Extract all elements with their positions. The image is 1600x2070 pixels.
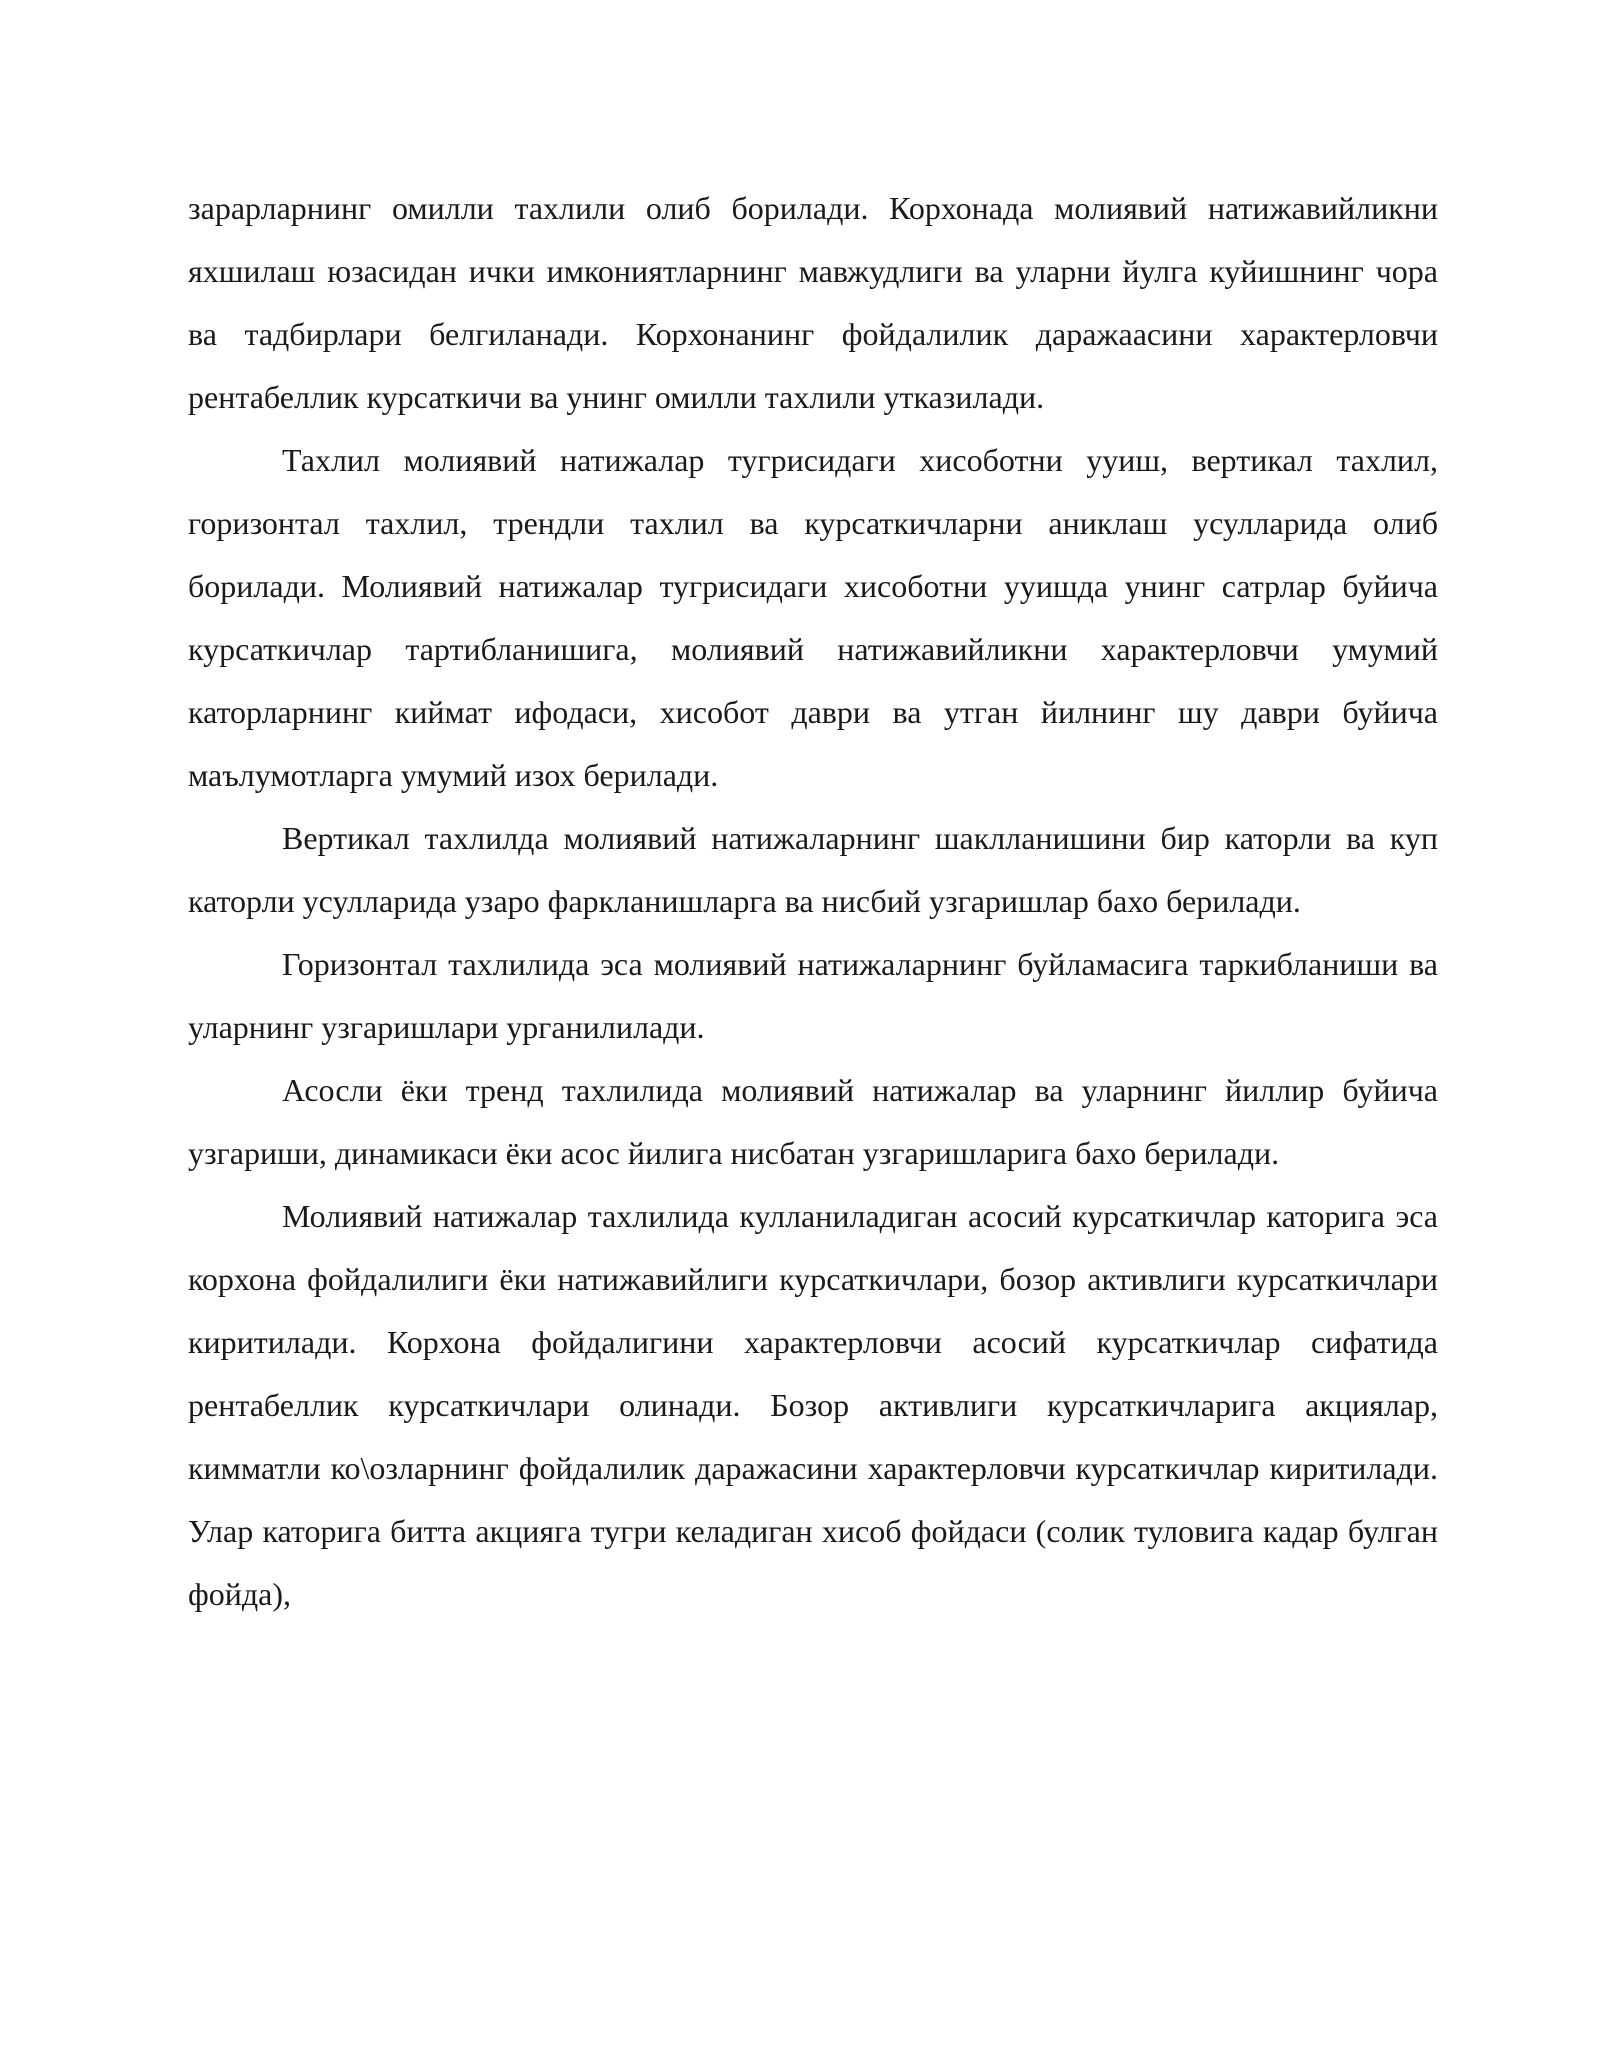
paragraph-horizontal-analysis: Горизонтал тахлилида эса молиявий натижаларнинг буйламасига таркибланиши ва уларнинг узгаришлари урганилилади. [188, 946, 1438, 1045]
paragraph-trend-analysis: Асосли ёки тренд тахлилида молиявий натижалар ва уларнинг йиллир буйича узгариши, динамикаси ёки асос йилига нисбатан узгаришларига бахо берилади. [188, 1072, 1438, 1171]
paragraph-vertical-analysis: Вертикал тахлилда молиявий натижаларнинг шаклланишини бир каторли ва куп каторли усулларида узаро фаркланишларга ва нисбий узгаришлар бахо берилади. [188, 820, 1438, 919]
document-page [188, 177, 1438, 1626]
paragraph-key-indicators: Молиявий натижалар тахлилида кулланиладиган асосий курсаткичлар каторига эса корхона фойдалилиги ёки натижавийлиги курсаткичлари, бозор активлиги курсаткичлари киритилади. Корхона фойдалигини характерловчи асосий курсаткичлар сифатида рентабеллик курсаткичлари олинади. Бозор активлиги курсаткичларига акциялар, кимматли ко\озларнинг фойдалилик даражасини характерловчи курсаткичлар киритилади. Улар каторига битта акцияга тугри келадиган хисоб фойдаси (солик туловига кадар булган фойда), [188, 1198, 1438, 1612]
paragraph-continuation: зарарларнинг омилли тахлили олиб борилади. Корхонада молиявий натижавийликни яхшилаш юзасидан ички имкониятларнинг мавжудлиги ва уларни йулга куйишнинг чора ва тадбирлари белгиланади. Корхонанинг фойдалилик даражаасини характерловчи рентабеллик курсаткичи ва унинг омилли тахлили утказилади. [188, 190, 1438, 415]
paragraph-analysis-methods: Тахлил молиявий натижалар тугрисидаги хисоботни ууиш, вертикал тахлил, горизонтал тахлил, трендли тахлил ва курсаткичларни аниклаш усулларида олиб борилади. Молиявий натижалар тугрисидаги хисоботни ууишда унинг сатрлар буйича курсаткичлар тартибланишига, молиявий натижавийликни характерловчи умумий каторларнинг киймат ифодаси, хисобот даври ва утган йилнинг шу даври буйича маълумотларга умумий изох берилади. [188, 442, 1438, 793]
